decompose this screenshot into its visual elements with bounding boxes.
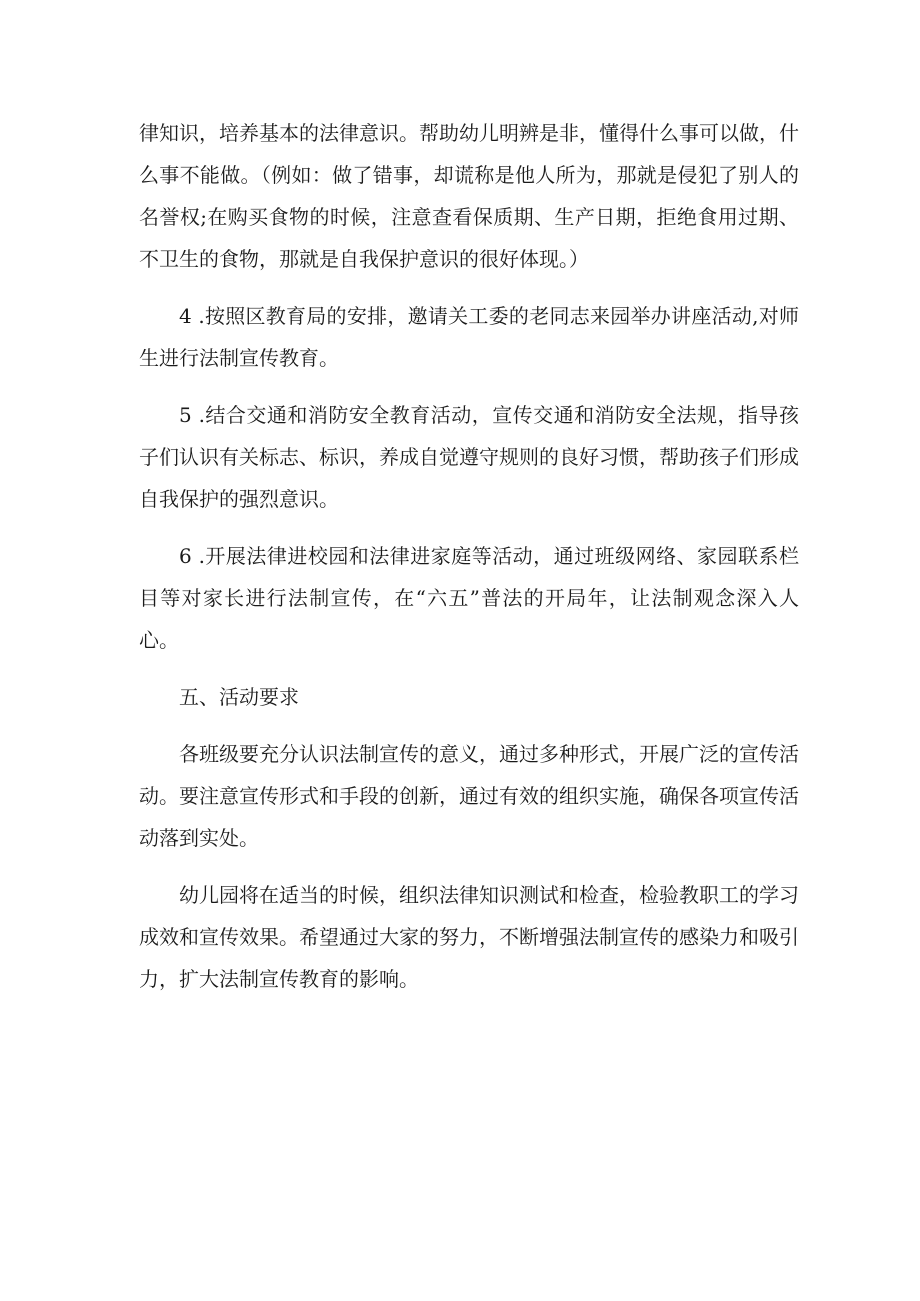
paragraph-continued: 律知识，培养基本的法律意识。帮助幼儿明辨是非，懂得什么事可以做，什么事不能做。（例如：做了错事，却谎称是他人所为，那就是侵犯了别人的名誉权;在购买食物的时候，注意查看保质期、生产日期，拒绝食用过期、不卫生的食物，那就是自我保护意识的很好体现。） xyxy=(139,121,799,271)
paragraph-item-4: 4 .按照区教育局的安排，邀请关工委的老同志来园举办讲座活动,对师生进行法制宣传教育。 xyxy=(139,304,799,370)
paragraph-requirements: 各班级要充分认识法制宣传的意义，通过多种形式，开展广泛的宣传活动。要注意宣传形式和手段的创新，通过有效的组织实施，确保各项宣传活动落到实处。 xyxy=(139,742,799,850)
paragraph-item-5: 5 .结合交通和消防安全教育活动，宣传交通和消防安全法规，指导孩子们认识有关标志、标识，养成自觉遵守规则的良好习惯，帮助孩子们形成自我保护的强烈意识。 xyxy=(139,403,799,511)
paragraph-closing: 幼儿园将在适当的时候，组织法律知识测试和检查，检验教职工的学习成效和宣传效果。希望通过大家的努力，不断增强法制宣传的感染力和吸引力，扩大法制宣传教育的影响。 xyxy=(139,883,799,991)
document-body xyxy=(139,112,799,1015)
paragraph-item-6: 6 .开展法律进校园和法律进家庭等活动，通过班级网络、家园联系栏目等对家长进行法制宣传，在“六五”普法的开局年，让法制观念深入人心。 xyxy=(139,544,799,652)
section-heading-requirements: 五、活动要求 xyxy=(179,685,299,709)
